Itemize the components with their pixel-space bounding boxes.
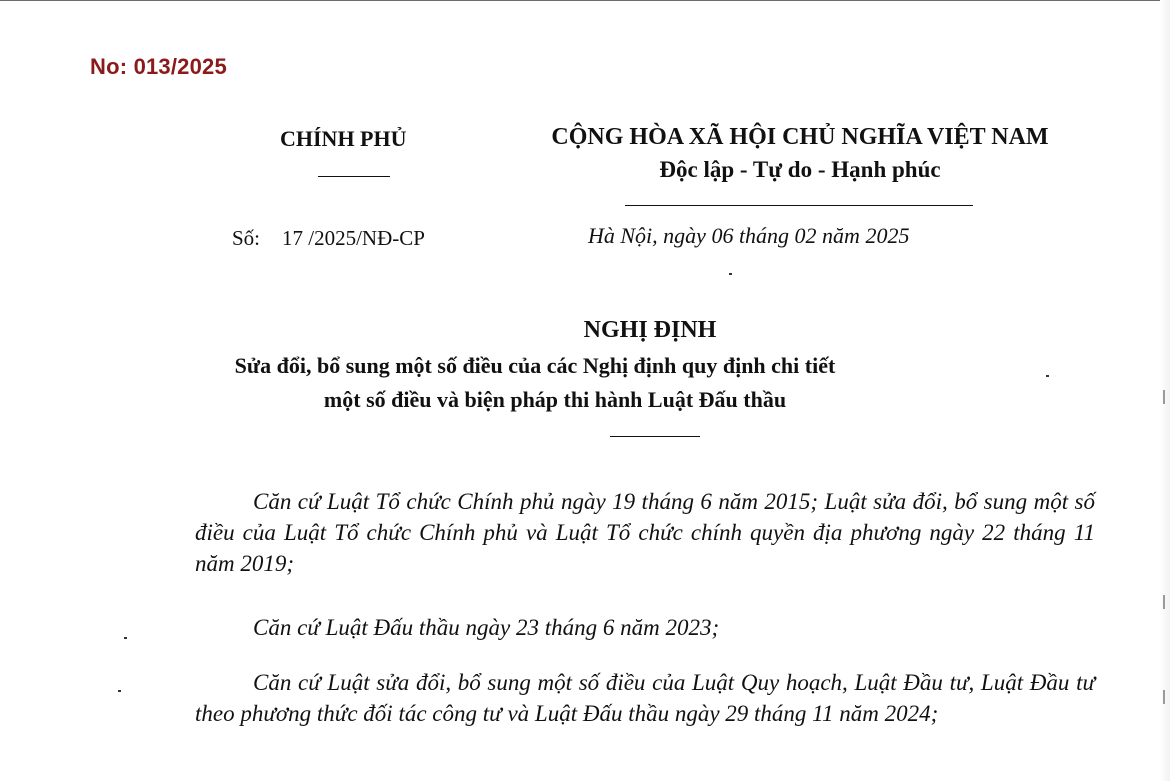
subject-line-1: Sửa đổi, bổ sung một số điều của các Nghị định quy định chi tiết: [234, 353, 836, 378]
top-border-line: [0, 0, 1170, 1]
national-motto: Độc lập - Tự do - Hạnh phúc: [659, 157, 941, 182]
scan-speck: [124, 637, 127, 639]
legal-basis-paragraph: [195, 486, 1095, 579]
legal-basis-text: Căn cứ Luật sửa đổi, bổ sung một số điều của Luật Quy hoạch, Luật Đầu tư, Luật Đầu tư theo phương thức đối tác công tư và Luật Đấu thầu ngày 29 tháng 11 năm 2024;: [195, 670, 1095, 726]
document-number-stamp: No: 013/2025: [90, 54, 227, 79]
reference-number: [232, 226, 425, 251]
reference-label: Số:: [232, 226, 261, 250]
issuing-agency: CHÍNH PHỦ: [280, 126, 407, 151]
legal-basis-text: Căn cứ Luật Đấu thầu ngày 23 tháng 6 năm 2023;: [253, 615, 720, 640]
edge-mark: [1163, 595, 1165, 609]
title-underline: [610, 436, 700, 437]
legal-basis-text: Căn cứ Luật Tổ chức Chính phủ ngày 19 tháng 6 năm 2015; Luật sửa đổi, bổ sung một số điều của Luật Tổ chức Chính phủ và Luật Tổ chức chính quyền địa phương ngày 22 tháng 11 năm 2019;: [195, 489, 1095, 576]
agency-underline: [318, 176, 390, 177]
document-type-title: NGHỊ ĐỊNH: [583, 317, 717, 343]
place-and-date: Hà Nội, ngày 06 tháng 02 năm 2025: [588, 223, 910, 248]
edge-mark: [1163, 390, 1165, 404]
national-title: CỘNG HÒA XÃ HỘI CHỦ NGHĨA VIỆT NAM: [551, 124, 1049, 150]
legal-basis-paragraph: [195, 612, 1095, 643]
edge-mark: [1163, 690, 1165, 704]
scan-speck: [729, 273, 732, 275]
subject-line-2: một số điều và biện pháp thi hành Luật Đấu thầu: [323, 387, 787, 412]
page-edge-shadow: [1160, 0, 1170, 781]
legal-basis-paragraph: [195, 667, 1095, 729]
reference-value: 17 /2025/NĐ-CP: [282, 226, 425, 250]
scan-speck: [1046, 375, 1049, 377]
scan-speck: [118, 690, 121, 692]
motto-underline: [625, 205, 973, 206]
